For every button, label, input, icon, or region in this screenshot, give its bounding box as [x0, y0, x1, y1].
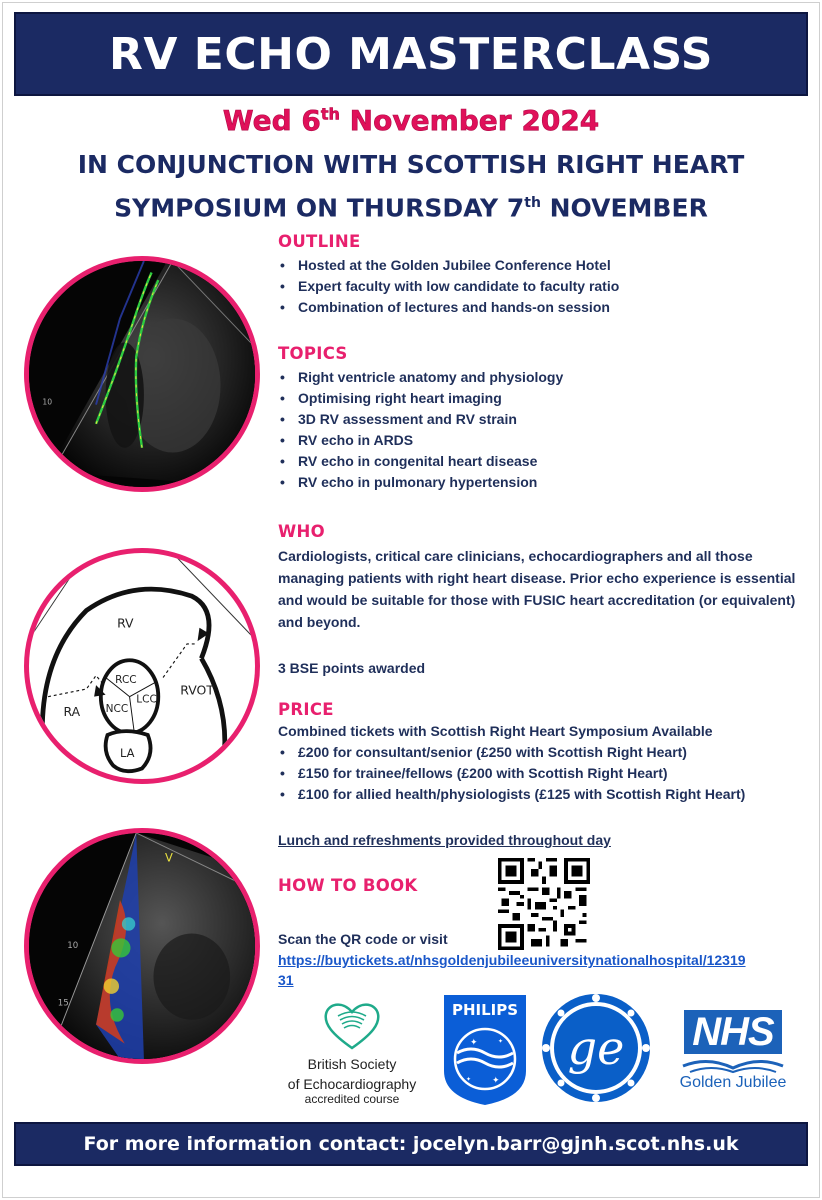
booking-link[interactable]: https://buytickets.at/nhsgoldenjubileeuniversitynationalhospital/1231931 [278, 952, 746, 988]
echo-doppler-image [24, 828, 260, 1064]
svg-text:10: 10 [42, 397, 53, 407]
bse-accredited: accredited course [304, 1092, 400, 1106]
price-heading: PRICE [278, 700, 334, 719]
conjunction-line-2 [0, 184, 822, 227]
philips-wordmark: PHILIPS [451, 1001, 519, 1019]
svg-text:✦: ✦ [498, 1038, 504, 1045]
svg-text:10: 10 [67, 940, 79, 951]
label-rcc: RCC [115, 674, 137, 687]
label-ncc: NCC [105, 702, 129, 715]
bse-name-line-2: of Echocardiography [287, 1076, 417, 1092]
lunch-note: Lunch and refreshments provided throughout day [278, 832, 611, 848]
how-to-book-heading: HOW TO BOOK [278, 876, 418, 895]
philips-logo [440, 993, 530, 1107]
qr-code-graphic [498, 858, 590, 950]
nhs-golden-jubilee-logo [662, 1010, 804, 1098]
svg-text:✦: ✦ [466, 1076, 472, 1083]
topics-heading: TOPICS [278, 344, 348, 363]
list-item: • £100 for allied health/physiologists (£125 with Scottish Right Heart) [278, 784, 745, 805]
echo-doppler-graphic [29, 833, 255, 1059]
conjunction-heading [0, 146, 822, 227]
bse-name-line-1: British Society [307, 1056, 397, 1072]
list-item: • Combination of lectures and hands-on session [278, 297, 619, 318]
price-intro: Combined tickets with Scottish Right Heart Symposium Available [278, 723, 713, 739]
svg-text:✦: ✦ [470, 1038, 478, 1048]
list-item: • £150 for trainee/fellows (£200 with Scottish Right Heart) [278, 763, 745, 784]
who-section [278, 522, 814, 633]
outline-list [278, 255, 619, 318]
scan-instruction: Scan the QR code or visit [278, 931, 448, 947]
event-date-suffix: th [320, 104, 340, 124]
heart-icon [322, 1000, 382, 1052]
nhs-wordmark: NHS [684, 1010, 781, 1054]
conjunction-line-1: IN CONJUNCTION WITH SCOTTISH RIGHT HEART [77, 150, 745, 179]
label-rv: RV [117, 615, 134, 631]
label-la: LA [119, 745, 135, 760]
list-item: • Hosted at the Golden Jubilee Conference Hotel [278, 255, 619, 276]
event-date-prefix: Wed 6 [222, 104, 321, 137]
list-item: • RV echo in pulmonary hypertension [278, 472, 563, 493]
outline-heading: OUTLINE [278, 232, 361, 251]
conjunction-line-2-post: NOVEMBER [540, 193, 708, 223]
echo-strain-graphic [29, 261, 255, 487]
list-item: • £200 for consultant/senior (£250 with Scottish Right Heart) [278, 742, 745, 763]
qr-code[interactable] [498, 858, 590, 950]
bse-logo [276, 1000, 428, 1108]
rv-anatomy-diagram [24, 548, 260, 784]
list-item: • Expert faculty with low candidate to faculty ratio [278, 276, 619, 297]
svg-text:ge: ge [567, 1021, 625, 1075]
event-date-rest: November 2024 [339, 104, 600, 137]
event-date [0, 104, 822, 137]
topics-section [278, 344, 563, 493]
svg-text:V: V [164, 850, 173, 865]
conjunction-line-2-pre: SYMPOSIUM ON THURSDAY 7 [114, 193, 525, 223]
label-ra: RA [63, 703, 81, 719]
echo-strain-image [24, 256, 260, 492]
ge-monogram-icon [540, 992, 652, 1104]
topics-list [278, 367, 563, 493]
price-list [278, 742, 745, 805]
svg-text:✦: ✦ [492, 1076, 500, 1086]
footer-contact: For more information contact: jocelyn.barr@gjnh.scot.nhs.uk [83, 1133, 739, 1155]
who-description: Cardiologists, critical care clinicians, echocardiographers and all those managing patients with right heart disease. Prior echo experience is essential and would be suitable for those with FUSIC heart accreditation (or equivalent) and beyond. [278, 548, 796, 630]
philips-shield-icon [440, 993, 530, 1107]
nhs-golden-jubilee-text: Golden Jubilee [679, 1074, 787, 1091]
rv-anatomy-graphic [29, 553, 255, 779]
conjunction-line-2-sup: th [524, 195, 541, 211]
outline-section [278, 232, 619, 318]
list-item: • RV echo in congenital heart disease [278, 451, 563, 472]
bse-points: 3 BSE points awarded [278, 660, 426, 676]
label-rvot: RVOT [180, 682, 214, 698]
svg-text:15: 15 [57, 998, 69, 1009]
page-title: RV ECHO MASTERCLASS [109, 28, 713, 80]
list-item: • Right ventricle anatomy and physiology [278, 367, 563, 388]
ge-logo [540, 992, 652, 1104]
list-item: • 3D RV assessment and RV strain [278, 409, 563, 430]
book-icon [678, 1056, 788, 1074]
footer-banner [14, 1122, 808, 1166]
list-item: • Optimising right heart imaging [278, 388, 563, 409]
title-banner [14, 12, 808, 96]
label-lcc: LCC [136, 693, 157, 706]
list-item: • RV echo in ARDS [278, 430, 563, 451]
who-heading: WHO [278, 522, 325, 541]
price-section [278, 700, 745, 805]
